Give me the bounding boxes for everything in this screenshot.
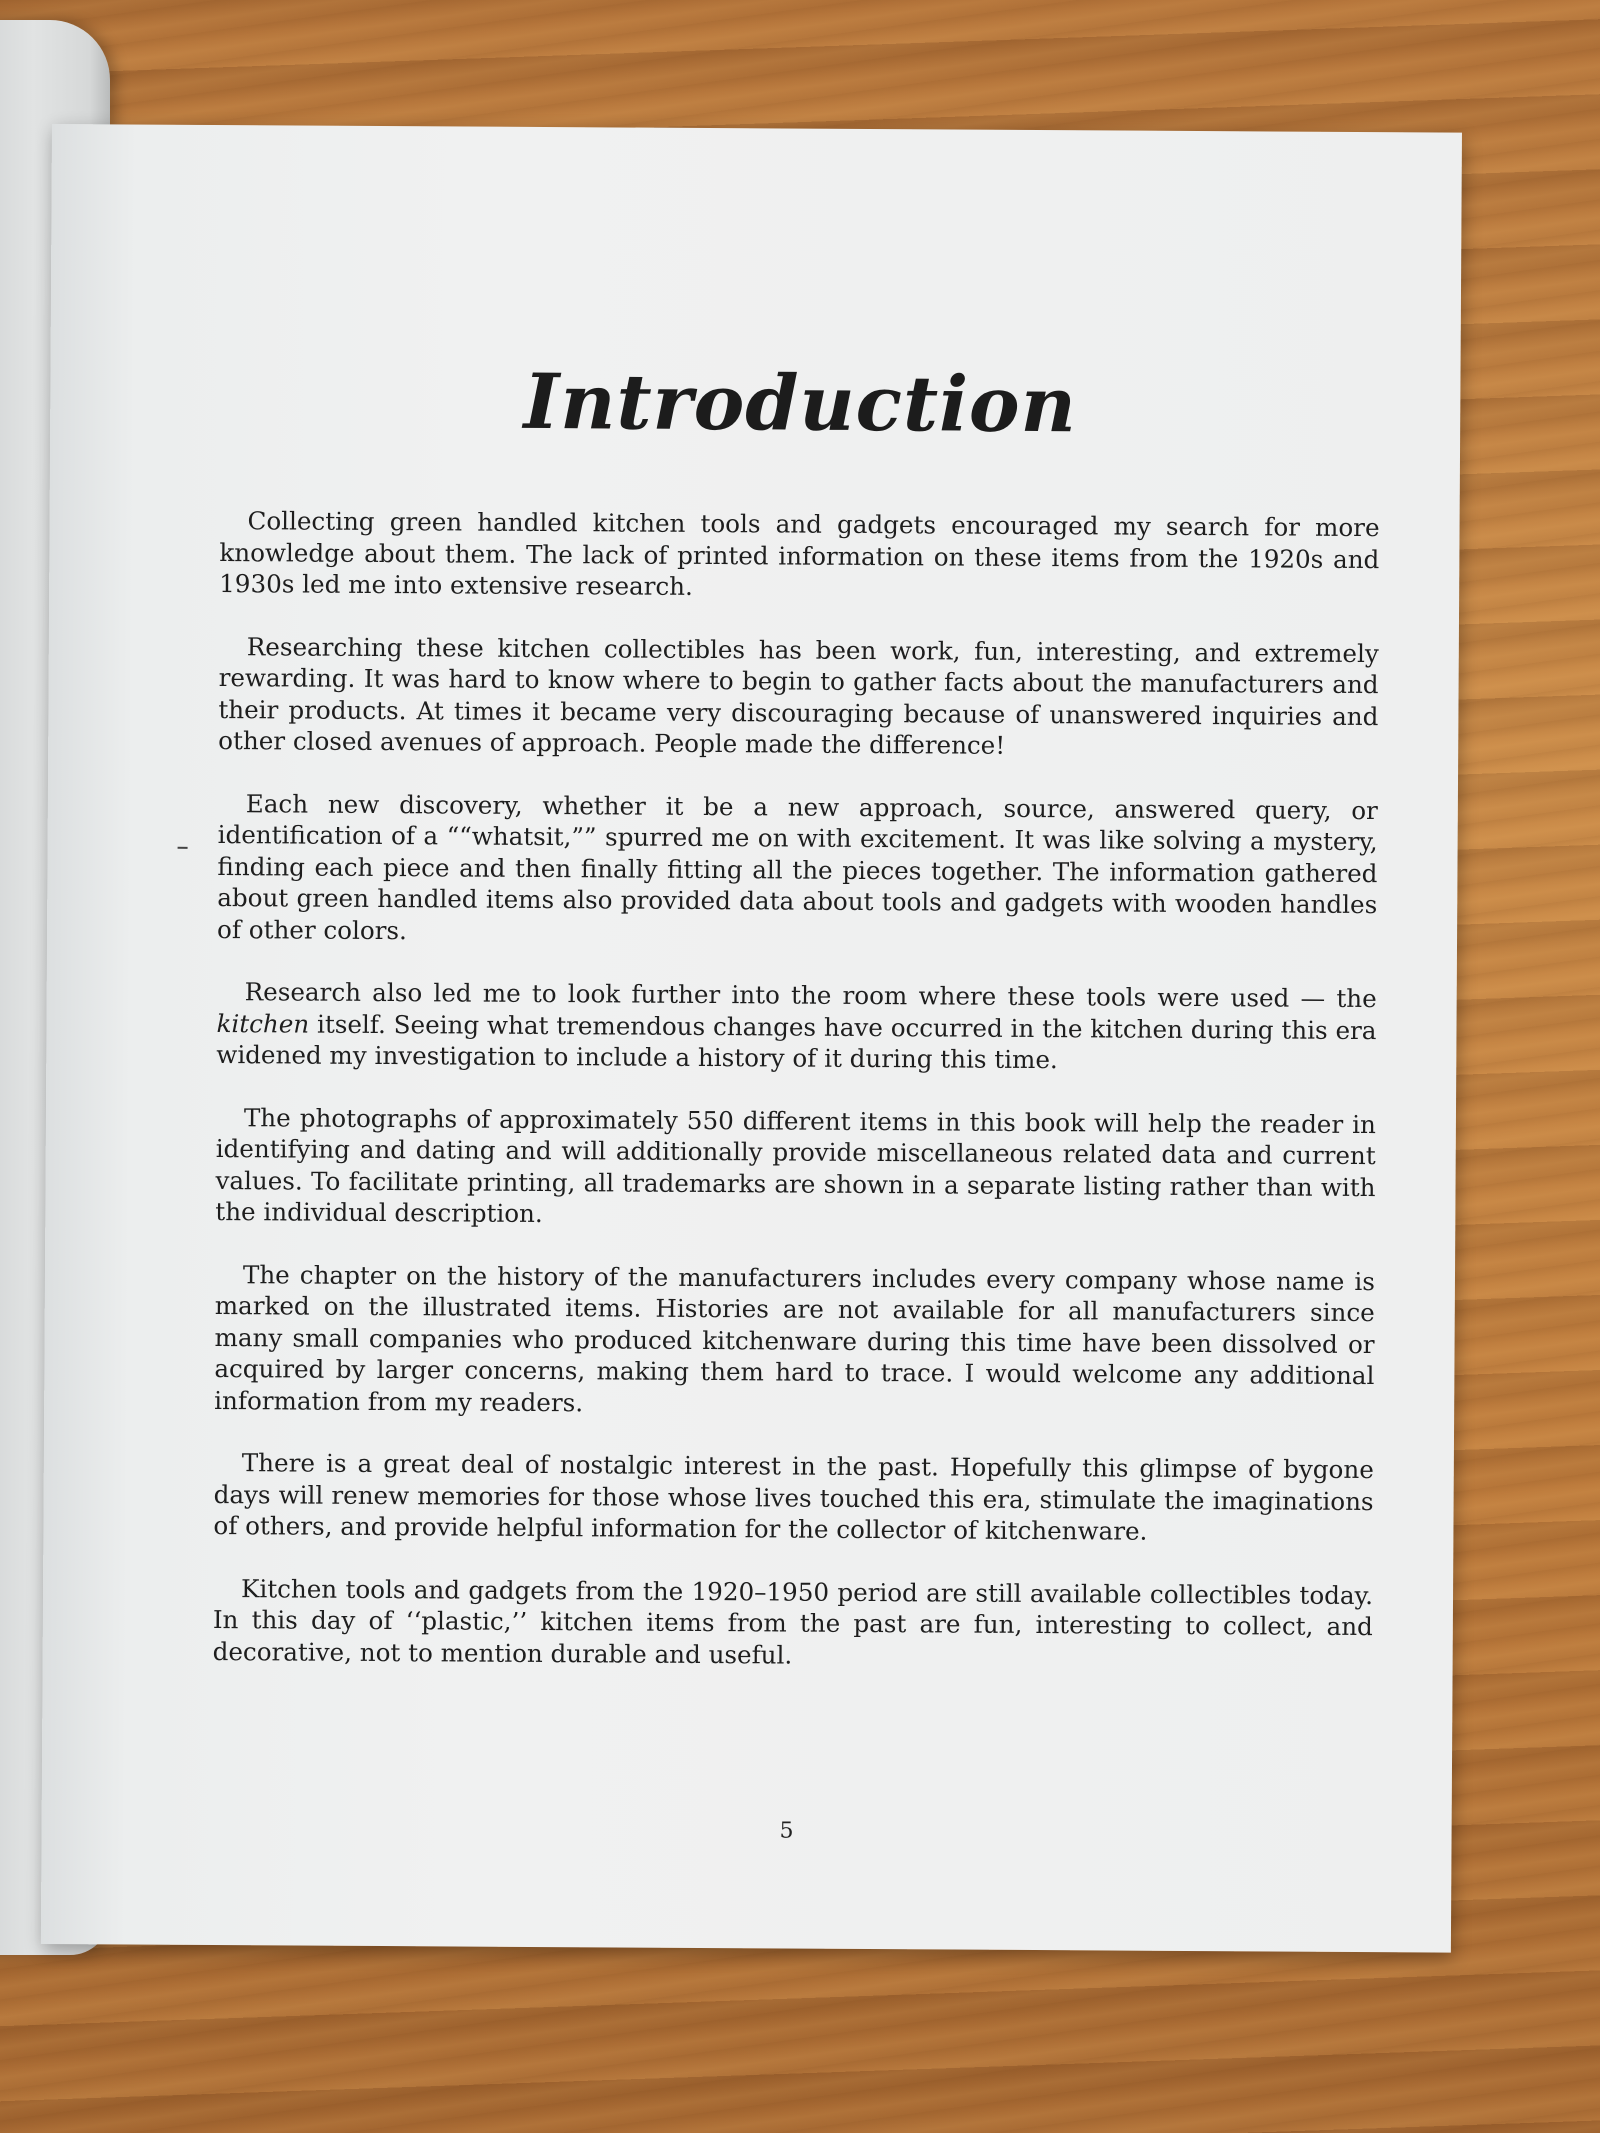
paragraph-text: Each new discovery, whether it be a new approach, source, answered query, or identification of a ““whatsit,”” spurred me on with excitement. It was like solving a mystery, finding each piece and then finally fitting all the pieces together. The information gathered about green handled items also provided data about tools and gadgets with wooden handles of other colors. [216,788,1378,945]
paragraph [214,1259,1375,1424]
paragraph-text: The photographs of approximately 550 different items in this book will help the reader in identifying and dating and will additionally provide miscellaneous related data and current values. To facilitate printing, all trademarks are shown in a separate listing rather than with the individual description. [215,1102,1377,1229]
paragraph [219,505,1380,607]
paragraph-text: Research also led me to look further into the room where these tools were used — the [244,977,1377,1014]
paragraph-text: Collecting green handled kitchen tools and gadgets encouraged my search for more knowledge about them. The lack of printed information on these items from the 1920s and 1930s led me into extensive research. [219,506,1380,601]
page-number: 5 [779,1818,794,1844]
page-body [212,505,1379,1705]
paragraph-text: itself. Seeing what tremendous changes have occurred in the kitchen during this era widened my investigation to include a history of it during this time. [216,1009,1377,1075]
book-page [41,124,1462,1953]
paragraph [213,1447,1374,1549]
paragraph-emphasis: kitchen [216,1008,310,1039]
paragraph [218,631,1379,764]
paragraph-text: There is a great deal of nostalgic interest in the past. Hopefully this glimpse of bygone days will renew memories for those whose lives touched this era, stimulate the imaginations of others, and provide helpful information for the collector of kitchenware. [213,1448,1374,1546]
paragraph-text: Researching these kitchen collectibles has been work, fun, interesting, and extremely rewarding. It was hard to know where to begin to gather facts about the manufacturers and their products. At times it became very discouraging because of unanswered inquiries and other closed avenues of approach. People made the difference! [218,631,1379,760]
paragraph [213,1573,1374,1675]
paragraph-text: Kitchen tools and gadgets from the 1920–1950 period are still available collectibles today. In this day of ‘‘plastic,’’ kitchen items from the past are fun, interesting to collect, and decorative, not to mention durable and useful. [212,1573,1374,1670]
paragraph [216,976,1377,1078]
paragraph [217,788,1378,953]
paragraph [215,1102,1376,1235]
paragraph-text: The chapter on the history of the manufacturers includes every company whose name is marked on the illustrated items. Histories are not available for all manufacturers since many small companies who produced kitchenware during this time have been dissolved or acquired by larger concerns, making them hard to trace. I would welcome any additional information from my readers. [214,1259,1376,1417]
page-title: Introduction [523,356,1078,450]
margin-mark [178,847,188,849]
